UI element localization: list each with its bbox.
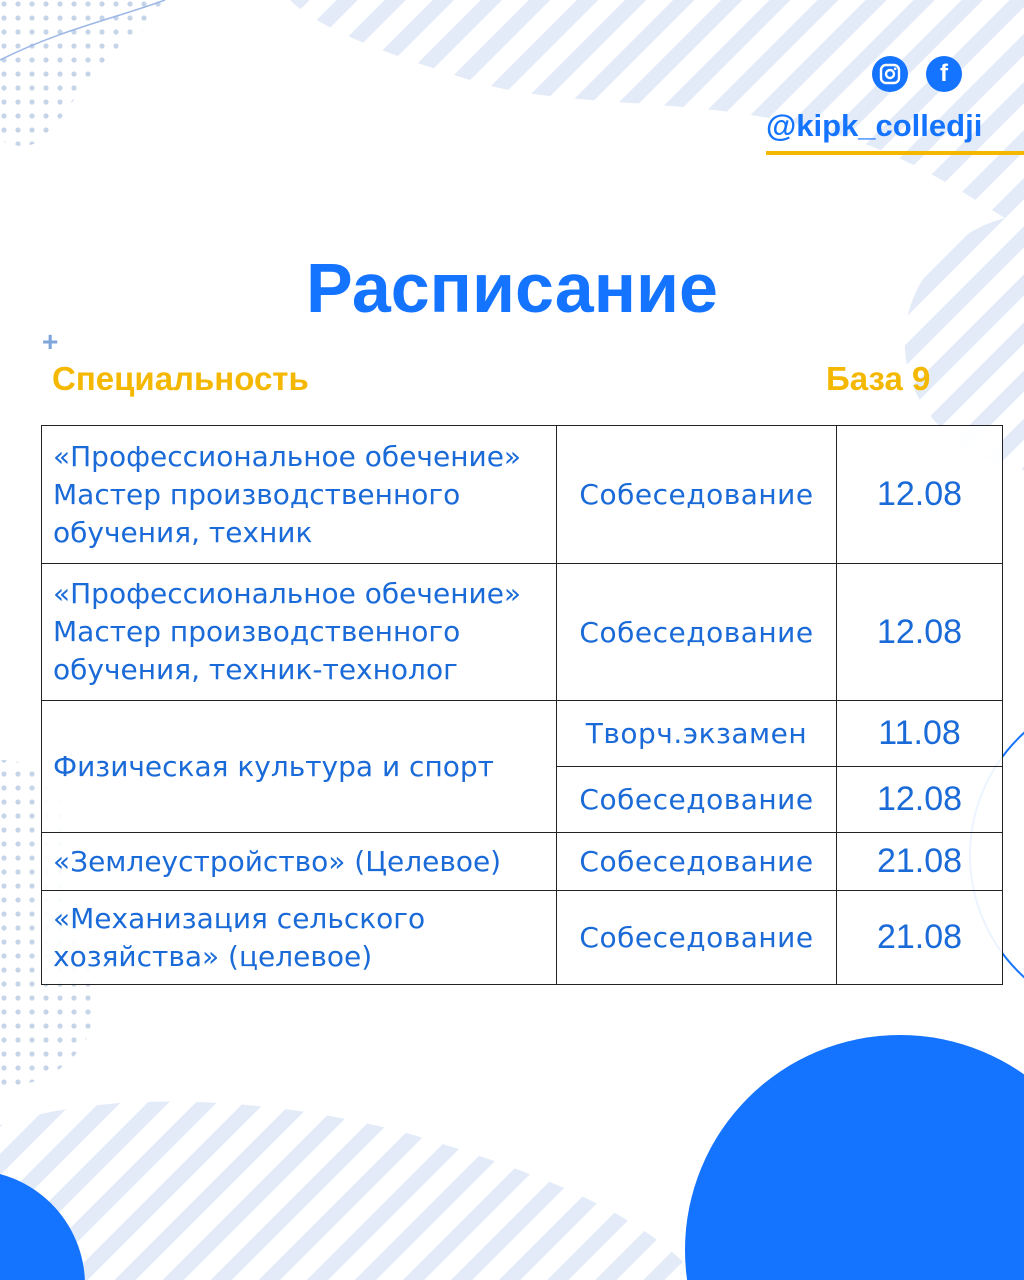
- specialty-cell: «Землеустройство» (Целевое): [42, 833, 557, 891]
- plus-decoration: +: [42, 326, 59, 357]
- exam-type-cell: Собеседование: [557, 426, 837, 564]
- date-cell: 21.08: [837, 891, 1003, 985]
- social-handle: @kipk_colledji: [766, 108, 983, 143]
- schedule-table: [41, 425, 1003, 985]
- instagram-icon[interactable]: [872, 56, 908, 92]
- column-header-specialty: Специальность: [52, 360, 309, 397]
- exam-type-cell: Собеседование: [557, 891, 837, 985]
- specialty-cell: «Профессиональное обечение» Мастер производственного обучения, техник: [42, 426, 557, 564]
- specialty-cell: «Механизация сельского хозяйства» (целевое): [42, 891, 557, 985]
- date-cell: 11.08: [837, 701, 1003, 767]
- exam-type-cell: Собеседование: [557, 767, 837, 833]
- table-row: [42, 426, 1003, 564]
- exam-type-cell: Собеседование: [557, 564, 837, 701]
- handle-underline: [766, 151, 1024, 155]
- exam-type-cell: Творч.экзамен: [557, 701, 837, 767]
- exam-type-cell: Собеседование: [557, 833, 837, 891]
- table-row: [42, 564, 1003, 701]
- page-title: Расписание: [306, 249, 718, 327]
- date-cell: 12.08: [837, 426, 1003, 564]
- column-header-base: База 9: [826, 360, 931, 397]
- facebook-icon[interactable]: f: [926, 56, 962, 92]
- date-cell: 12.08: [837, 564, 1003, 701]
- table-row: [42, 833, 1003, 891]
- specialty-cell: «Профессиональное обечение» Мастер производственного обучения, техник-технолог: [42, 564, 557, 701]
- date-cell: 12.08: [837, 767, 1003, 833]
- specialty-cell: Физическая культура и спорт: [42, 701, 557, 833]
- date-cell: 21.08: [837, 833, 1003, 891]
- table-row: [42, 701, 1003, 767]
- table-row: [42, 891, 1003, 985]
